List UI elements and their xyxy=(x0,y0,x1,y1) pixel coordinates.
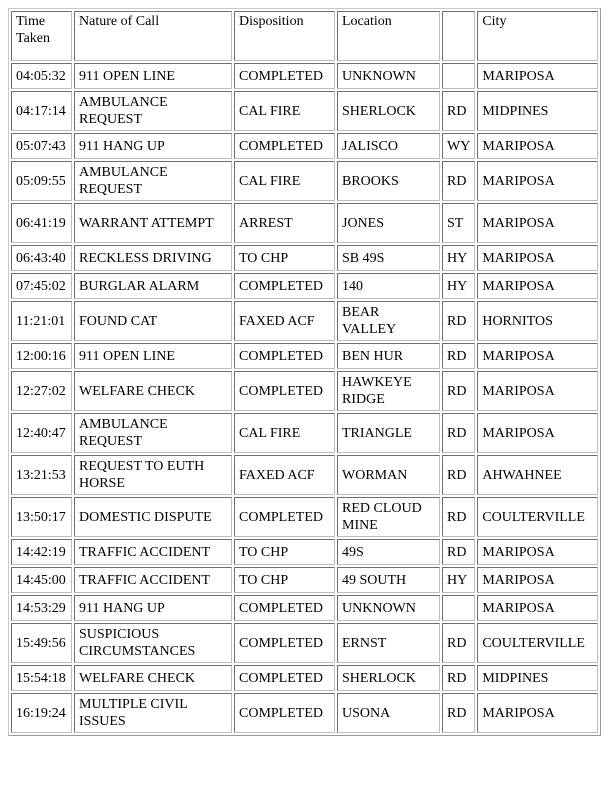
cell-city: AHWAHNEE xyxy=(477,455,598,495)
table-row xyxy=(11,273,598,299)
call-log-table xyxy=(8,8,601,736)
cell-disposition: TO CHP xyxy=(234,245,335,271)
cell-city: MARIPOSA xyxy=(477,203,598,243)
cell-city: MARIPOSA xyxy=(477,693,598,733)
cell-location: SHERLOCK xyxy=(337,91,440,131)
table-row xyxy=(11,133,598,159)
cell-disposition: CAL FIRE xyxy=(234,91,335,131)
cell-disposition: COMPLETED xyxy=(234,623,335,663)
cell-disposition: ARREST xyxy=(234,203,335,243)
cell-street-suffix: HY xyxy=(442,273,475,299)
cell-disposition: COMPLETED xyxy=(234,371,335,411)
header-location: Location xyxy=(337,11,440,61)
cell-time-taken: 07:45:02 xyxy=(11,273,72,299)
cell-disposition: COMPLETED xyxy=(234,63,335,89)
header-time-taken: Time Taken xyxy=(11,11,72,61)
cell-city: MARIPOSA xyxy=(477,371,598,411)
cell-street-suffix: RD xyxy=(442,161,475,201)
cell-location: 49 SOUTH xyxy=(337,567,440,593)
cell-nature-of-call: WELFARE CHECK xyxy=(74,371,232,411)
cell-city: MARIPOSA xyxy=(477,539,598,565)
cell-city: MARIPOSA xyxy=(477,595,598,621)
table-row xyxy=(11,413,598,453)
cell-street-suffix: RD xyxy=(442,91,475,131)
cell-time-taken: 14:45:00 xyxy=(11,567,72,593)
table-row xyxy=(11,371,598,411)
cell-time-taken: 12:27:02 xyxy=(11,371,72,411)
cell-street-suffix: HY xyxy=(442,245,475,271)
cell-disposition: CAL FIRE xyxy=(234,161,335,201)
cell-street-suffix xyxy=(442,595,475,621)
header-street-suffix xyxy=(442,11,475,61)
table-row xyxy=(11,539,598,565)
cell-disposition: COMPLETED xyxy=(234,693,335,733)
cell-nature-of-call: AMBULANCE REQUEST xyxy=(74,161,232,201)
cell-nature-of-call: WARRANT ATTEMPT xyxy=(74,203,232,243)
cell-disposition: TO CHP xyxy=(234,567,335,593)
cell-time-taken: 05:09:55 xyxy=(11,161,72,201)
cell-street-suffix: RD xyxy=(442,693,475,733)
header-disposition: Disposition xyxy=(234,11,335,61)
cell-street-suffix: RD xyxy=(442,371,475,411)
table-row xyxy=(11,623,598,663)
header-row xyxy=(11,11,598,61)
cell-city: HORNITOS xyxy=(477,301,598,341)
cell-time-taken: 13:50:17 xyxy=(11,497,72,537)
cell-city: MARIPOSA xyxy=(477,133,598,159)
cell-location: BEN HUR xyxy=(337,343,440,369)
cell-disposition: COMPLETED xyxy=(234,343,335,369)
cell-nature-of-call: 911 HANG UP xyxy=(74,133,232,159)
cell-location: RED CLOUD MINE xyxy=(337,497,440,537)
cell-city: MARIPOSA xyxy=(477,343,598,369)
cell-disposition: FAXED ACF xyxy=(234,301,335,341)
cell-time-taken: 16:19:24 xyxy=(11,693,72,733)
cell-nature-of-call: MULTIPLE CIVIL ISSUES xyxy=(74,693,232,733)
cell-time-taken: 11:21:01 xyxy=(11,301,72,341)
cell-city: COULTERVILLE xyxy=(477,497,598,537)
table-row xyxy=(11,245,598,271)
cell-time-taken: 06:43:40 xyxy=(11,245,72,271)
cell-location: ERNST xyxy=(337,623,440,663)
cell-location: TRIANGLE xyxy=(337,413,440,453)
cell-city: MARIPOSA xyxy=(477,273,598,299)
table-row xyxy=(11,203,598,243)
table-row xyxy=(11,455,598,495)
cell-location: UNKNOWN xyxy=(337,595,440,621)
cell-nature-of-call: 911 HANG UP xyxy=(74,595,232,621)
cell-city: MARIPOSA xyxy=(477,567,598,593)
cell-nature-of-call: TRAFFIC ACCIDENT xyxy=(74,539,232,565)
cell-city: COULTERVILLE xyxy=(477,623,598,663)
cell-location: 140 xyxy=(337,273,440,299)
cell-time-taken: 15:49:56 xyxy=(11,623,72,663)
cell-street-suffix: RD xyxy=(442,623,475,663)
cell-street-suffix: RD xyxy=(442,539,475,565)
cell-disposition: COMPLETED xyxy=(234,595,335,621)
cell-street-suffix: RD xyxy=(442,413,475,453)
cell-location: SB 49S xyxy=(337,245,440,271)
cell-street-suffix: RD xyxy=(442,497,475,537)
cell-location: SHERLOCK xyxy=(337,665,440,691)
cell-nature-of-call: AMBULANCE REQUEST xyxy=(74,413,232,453)
cell-city: MARIPOSA xyxy=(477,161,598,201)
cell-disposition: COMPLETED xyxy=(234,133,335,159)
table-row xyxy=(11,497,598,537)
cell-time-taken: 14:53:29 xyxy=(11,595,72,621)
cell-street-suffix: RD xyxy=(442,455,475,495)
cell-street-suffix: RD xyxy=(442,301,475,341)
cell-disposition: COMPLETED xyxy=(234,665,335,691)
cell-nature-of-call: DOMESTIC DISPUTE xyxy=(74,497,232,537)
cell-nature-of-call: AMBULANCE REQUEST xyxy=(74,91,232,131)
cell-street-suffix: HY xyxy=(442,567,475,593)
header-city: City xyxy=(477,11,598,61)
table-row xyxy=(11,665,598,691)
cell-nature-of-call: RECKLESS DRIVING xyxy=(74,245,232,271)
cell-location: BEAR VALLEY xyxy=(337,301,440,341)
cell-location: 49S xyxy=(337,539,440,565)
table-row xyxy=(11,693,598,733)
cell-disposition: CAL FIRE xyxy=(234,413,335,453)
cell-street-suffix: RD xyxy=(442,665,475,691)
cell-street-suffix: RD xyxy=(442,343,475,369)
cell-location: JALISCO xyxy=(337,133,440,159)
cell-disposition: FAXED ACF xyxy=(234,455,335,495)
header-nature-of-call: Nature of Call xyxy=(74,11,232,61)
cell-city: MIDPINES xyxy=(477,665,598,691)
cell-nature-of-call: FOUND CAT xyxy=(74,301,232,341)
cell-location: BROOKS xyxy=(337,161,440,201)
cell-city: MARIPOSA xyxy=(477,413,598,453)
cell-disposition: COMPLETED xyxy=(234,273,335,299)
cell-time-taken: 06:41:19 xyxy=(11,203,72,243)
cell-time-taken: 13:21:53 xyxy=(11,455,72,495)
cell-time-taken: 14:42:19 xyxy=(11,539,72,565)
table-row xyxy=(11,161,598,201)
cell-street-suffix: WY xyxy=(442,133,475,159)
cell-street-suffix xyxy=(442,63,475,89)
cell-disposition: COMPLETED xyxy=(234,497,335,537)
cell-time-taken: 15:54:18 xyxy=(11,665,72,691)
cell-nature-of-call: TRAFFIC ACCIDENT xyxy=(74,567,232,593)
cell-time-taken: 05:07:43 xyxy=(11,133,72,159)
table-row xyxy=(11,63,598,89)
cell-nature-of-call: BURGLAR ALARM xyxy=(74,273,232,299)
cell-street-suffix: ST xyxy=(442,203,475,243)
cell-nature-of-call: 911 OPEN LINE xyxy=(74,343,232,369)
cell-time-taken: 04:05:32 xyxy=(11,63,72,89)
cell-location: USONA xyxy=(337,693,440,733)
cell-time-taken: 12:00:16 xyxy=(11,343,72,369)
cell-nature-of-call: WELFARE CHECK xyxy=(74,665,232,691)
cell-city: MARIPOSA xyxy=(477,63,598,89)
cell-disposition: TO CHP xyxy=(234,539,335,565)
table-row xyxy=(11,595,598,621)
cell-location: UNKNOWN xyxy=(337,63,440,89)
cell-time-taken: 12:40:47 xyxy=(11,413,72,453)
table-row xyxy=(11,301,598,341)
cell-nature-of-call: REQUEST TO EUTH HORSE xyxy=(74,455,232,495)
cell-city: MARIPOSA xyxy=(477,245,598,271)
table-row xyxy=(11,343,598,369)
cell-time-taken: 04:17:14 xyxy=(11,91,72,131)
table-row xyxy=(11,567,598,593)
cell-nature-of-call: 911 OPEN LINE xyxy=(74,63,232,89)
cell-location: HAWKEYE RIDGE xyxy=(337,371,440,411)
table-row xyxy=(11,91,598,131)
cell-nature-of-call: SUSPICIOUS CIRCUMSTANCES xyxy=(74,623,232,663)
cell-location: JONES xyxy=(337,203,440,243)
cell-location: WORMAN xyxy=(337,455,440,495)
cell-city: MIDPINES xyxy=(477,91,598,131)
